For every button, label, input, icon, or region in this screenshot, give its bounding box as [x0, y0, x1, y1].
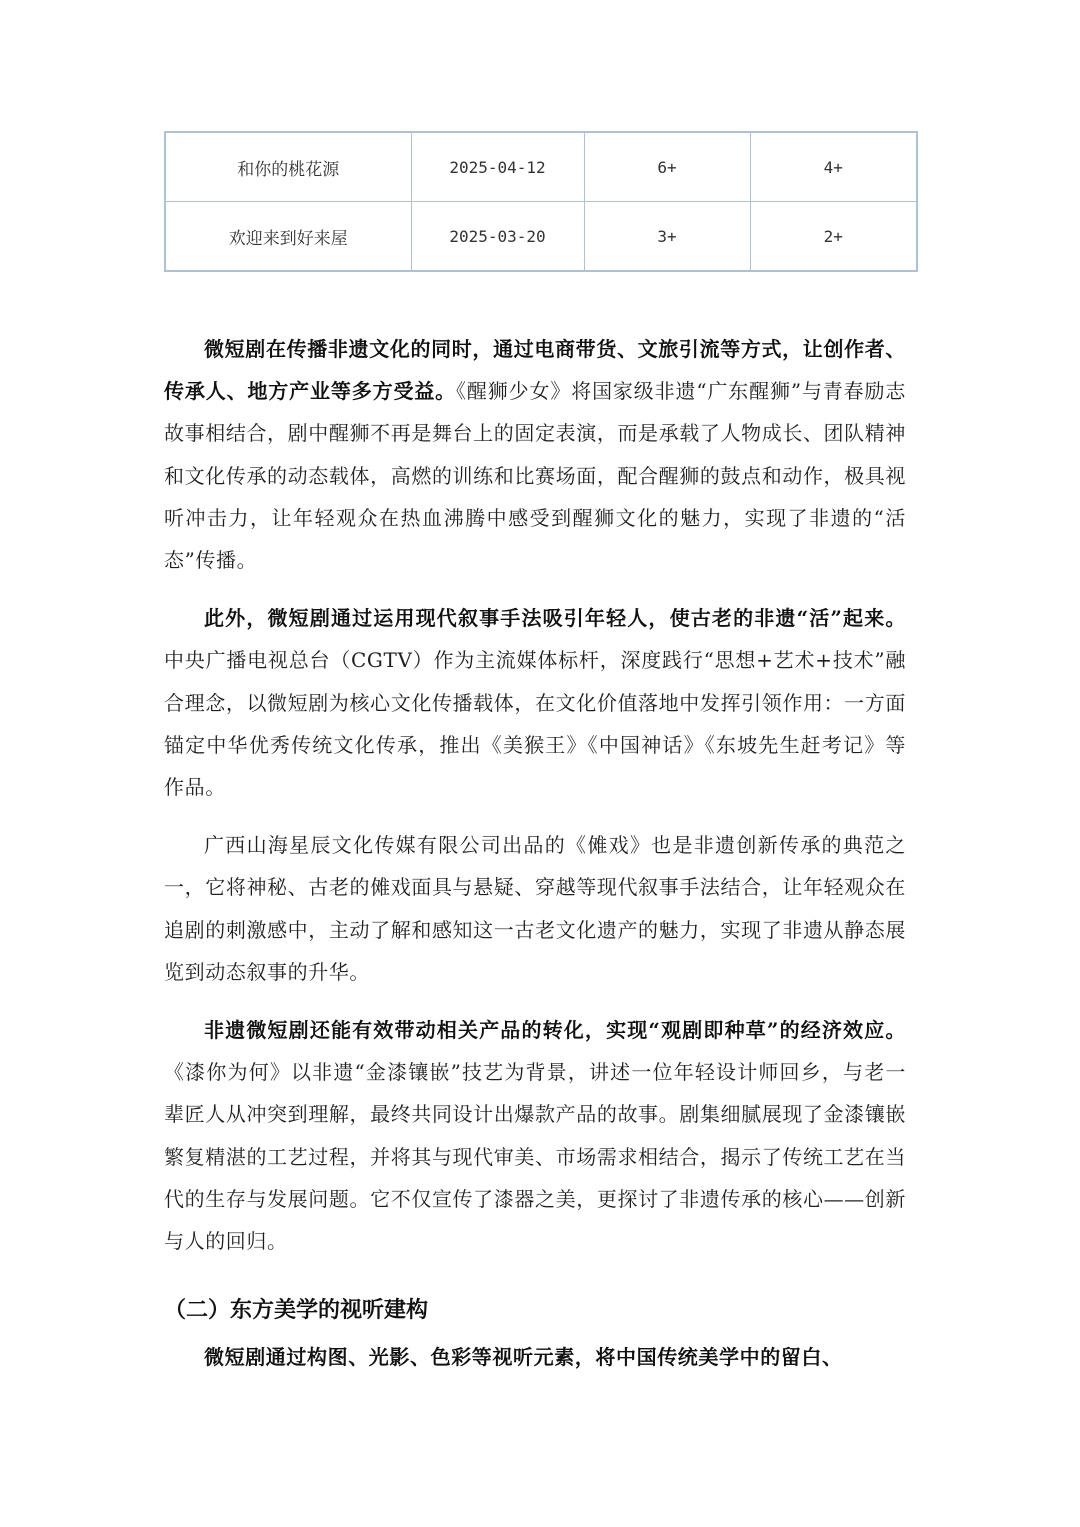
table-cell-value: 4+ — [750, 132, 917, 202]
paragraph-ecommerce — [164, 328, 906, 581]
table-cell-value: 6+ — [584, 132, 750, 202]
drama-table — [164, 131, 918, 272]
paragraph-lead: 此外，微短剧通过运用现代叙事手法吸引年轻人，使古老的非遗“活”起来。 — [204, 606, 906, 631]
article-body — [164, 328, 906, 1394]
paragraph-text: 中央广播电视总台（CGTV）作为主流媒体标杆，深度践行“思想+艺术+技术”融合理念，以微短剧为核心文化传播载体，在文化价值落地中发挥引领作用：一方面锚定中华优秀传统文化传承，推出《美猴王》《中国神话》《东坡先生赶考记》等作品。 — [164, 648, 906, 800]
paragraph-lead: 非遗微短剧还能有效带动相关产品的转化，实现“观剧即种草”的经济效应。 — [204, 1018, 906, 1043]
table-cell-value: 2+ — [750, 202, 917, 272]
paragraph-modern-narrative — [164, 597, 906, 808]
paragraph-text: 广西山海星辰文化传媒有限公司出品的《傩戏》也是非遗创新传承的典范之一，它将神秘、古老的傩戏面具与悬疑、穿越等现代叙事手法结合，让年轻观众在追剧的刺激感中，主动了解和感知这一古老文化遗产的魅力，实现了非遗从静态展览到动态叙事的升华。 — [164, 833, 906, 984]
section-heading: （二）东方美学的视听建构 — [164, 1297, 429, 1324]
paragraph-aesthetics — [164, 1336, 906, 1378]
table-cell-title: 和你的桃花源 — [165, 132, 411, 202]
table-row — [165, 132, 917, 202]
table-cell-title: 欢迎来到好来屋 — [165, 202, 411, 272]
paragraph-lead: 微短剧在传播非遗文化的同时，通过电商带货、文旅引流等方式，让创作者、传承人、地方产业等多方受益。 — [164, 337, 906, 404]
table-cell-date: 2025-04-12 — [411, 132, 584, 202]
table-row — [165, 202, 917, 272]
paragraph-product-conversion — [164, 1009, 906, 1262]
table-cell-value: 3+ — [584, 202, 750, 272]
paragraph-nuoxi — [164, 824, 906, 993]
paragraph-lead: 微短剧通过构图、光影、色彩等视听元素，将中国传统美学中的留白、 — [204, 1345, 843, 1370]
paragraph-text: 《醒狮少女》将国家级非遗“广东醒狮”与青春励志故事相结合，剧中醒狮不再是舞台上的固定表演，而是承载了人物成长、团队精神和文化传承的动态载体，高燃的训练和比赛场面，配合醒狮的鼓点和动作，极具视听冲击力，让年轻观众在热血沸腾中感受到醒狮文化的魅力，实现了非遗的“活态”传播。 — [164, 379, 907, 573]
table-cell-date: 2025-03-20 — [411, 202, 584, 272]
paragraph-text: 《漆你为何》以非遗“金漆镶嵌”技艺为背景，讲述一位年轻设计师回乡，与老一辈匠人从冲突到理解，最终共同设计出爆款产品的故事。剧集细腻展现了金漆镶嵌繁复精湛的工艺过程，并将其与现代审美、市场需求相结合，揭示了传统工艺在当代的生存与发展问题。它不仅宣传了漆器之美，更探讨了非遗传承的核心——创新与人的回归。 — [164, 1060, 906, 1254]
